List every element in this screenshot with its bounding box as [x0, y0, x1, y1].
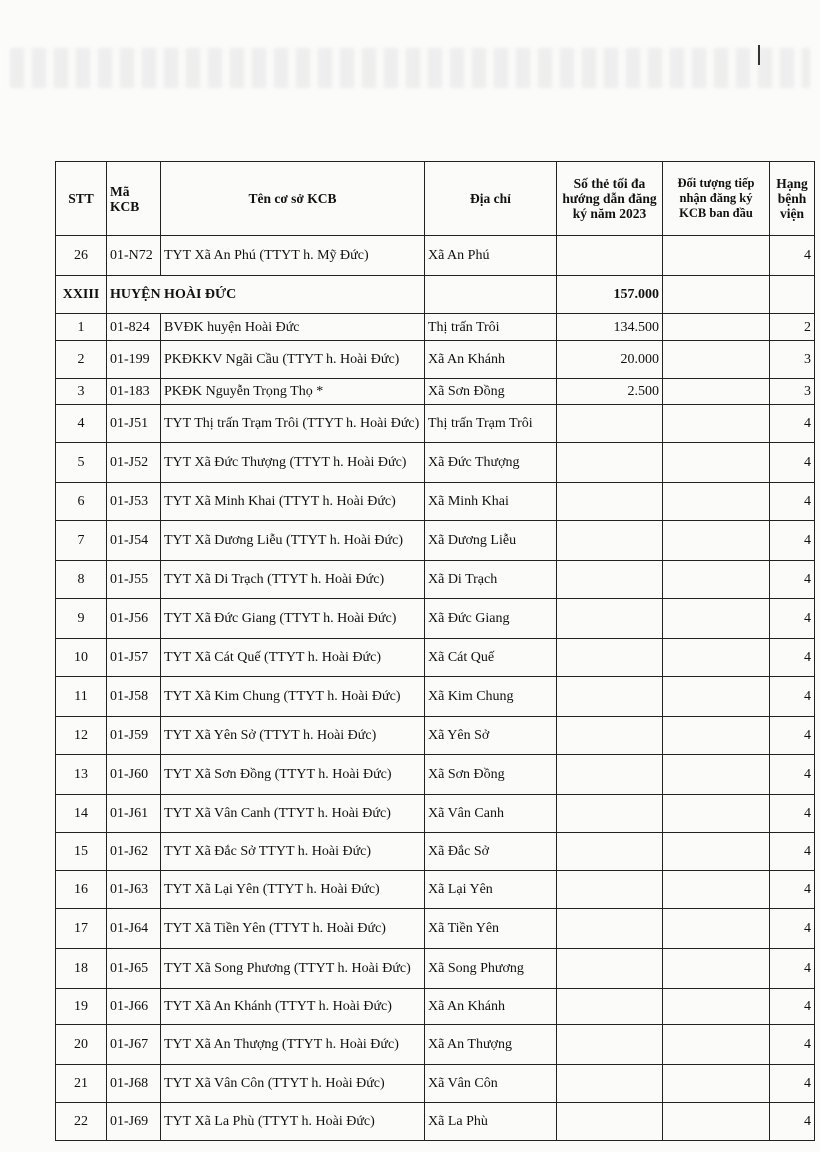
cell-ten-co-so: TYT Xã An Phú (TTYT h. Mỹ Đức) [161, 236, 425, 276]
cell-so-the [557, 599, 663, 639]
header-stt: STT [56, 162, 107, 236]
table-row [56, 443, 815, 483]
cell-hang: 4 [770, 755, 815, 795]
cell-so-the [557, 1065, 663, 1103]
cell-ten-co-so: PKĐK Nguyễn Trọng Thọ * [161, 379, 425, 405]
cell-so-the: 134.500 [557, 314, 663, 341]
cell-ma-kcb: 01-J52 [107, 443, 161, 483]
table-row [56, 717, 815, 755]
cell-hang: 4 [770, 795, 815, 833]
kcb-table [55, 161, 815, 1141]
cell-ma-kcb: 01-J61 [107, 795, 161, 833]
cell-dia-chi: Xã Đắc Sở [425, 833, 557, 871]
cell-so-the [557, 405, 663, 443]
cell-ten-co-so: TYT Xã Minh Khai (TTYT h. Hoài Đức) [161, 483, 425, 521]
cell-so-the [557, 833, 663, 871]
cell-so-the [557, 909, 663, 949]
cell-ma-kcb: 01-J69 [107, 1103, 161, 1141]
table-row [56, 1065, 815, 1103]
cell-ma-kcb: 01-J62 [107, 833, 161, 871]
cell-hang [770, 276, 815, 314]
cell-hang: 4 [770, 1103, 815, 1141]
cell-stt: 21 [56, 1065, 107, 1103]
cell-doi-tuong [663, 949, 770, 989]
cell-hang: 4 [770, 1065, 815, 1103]
cell-ten-co-so: TYT Thị trấn Trạm Trôi (TTYT h. Hoài Đức) [161, 405, 425, 443]
cell-dia-chi: Xã Cát Quế [425, 639, 557, 677]
cell-doi-tuong [663, 599, 770, 639]
cell-so-the [557, 755, 663, 795]
cell-dia-chi: Thị trấn Trạm Trôi [425, 405, 557, 443]
cell-ma-kcb: 01-J68 [107, 1065, 161, 1103]
cell-so-the [557, 483, 663, 521]
cell-ten-co-so: PKĐKKV Ngãi Cầu (TTYT h. Hoài Đức) [161, 341, 425, 379]
cell-ma-kcb: 01-J56 [107, 599, 161, 639]
cell-hang: 4 [770, 483, 815, 521]
cell-ten-co-so: TYT Xã Kim Chung (TTYT h. Hoài Đức) [161, 677, 425, 717]
cell-dia-chi: Xã An Khánh [425, 989, 557, 1025]
cell-hang: 4 [770, 949, 815, 989]
cell-so-the [557, 677, 663, 717]
cell-stt: 3 [56, 379, 107, 405]
cell-stt: 11 [56, 677, 107, 717]
section-total: 157.000 [557, 276, 663, 314]
cell-hang: 2 [770, 314, 815, 341]
cell-stt: 20 [56, 1025, 107, 1065]
table-row [56, 795, 815, 833]
cell-hang: 4 [770, 599, 815, 639]
table-row [56, 833, 815, 871]
cell-hang: 4 [770, 717, 815, 755]
cell-dia-chi: Xã Minh Khai [425, 483, 557, 521]
table-row [56, 379, 815, 405]
cell-ma-kcb: 01-J57 [107, 639, 161, 677]
cell-hang: 4 [770, 1025, 815, 1065]
cell-ma-kcb: 01-J53 [107, 483, 161, 521]
cell-stt: 6 [56, 483, 107, 521]
cell-so-the [557, 236, 663, 276]
section-title: HUYỆN HOÀI ĐỨC [107, 276, 425, 314]
cell-ten-co-so: TYT Xã An Khánh (TTYT h. Hoài Đức) [161, 989, 425, 1025]
cell-stt: 22 [56, 1103, 107, 1141]
cell-so-the [557, 989, 663, 1025]
table-row [56, 909, 815, 949]
cell-doi-tuong [663, 677, 770, 717]
scan-mark [758, 45, 760, 65]
cell-hang: 4 [770, 521, 815, 561]
table-row [56, 949, 815, 989]
cell-hang: 4 [770, 871, 815, 909]
cell-hang: 4 [770, 443, 815, 483]
cell-doi-tuong [663, 405, 770, 443]
section-code: XXIII [56, 276, 107, 314]
cell-ma-kcb: 01-J59 [107, 717, 161, 755]
cell-ten-co-so: TYT Xã Sơn Đồng (TTYT h. Hoài Đức) [161, 755, 425, 795]
cell-hang: 4 [770, 236, 815, 276]
cell-dia-chi: Xã La Phù [425, 1103, 557, 1141]
cell-ten-co-so: BVĐK huyện Hoài Đức [161, 314, 425, 341]
cell-so-the: 20.000 [557, 341, 663, 379]
cell-ten-co-so: TYT Xã Dương Liễu (TTYT h. Hoài Đức) [161, 521, 425, 561]
cell-ma-kcb: 01-183 [107, 379, 161, 405]
table-row [56, 639, 815, 677]
cell-doi-tuong [663, 795, 770, 833]
cell-hang: 3 [770, 341, 815, 379]
cell-dia-chi: Xã Sơn Đồng [425, 755, 557, 795]
cell-dia-chi: Xã Sơn Đồng [425, 379, 557, 405]
header-dia-chi: Địa chỉ [425, 162, 557, 236]
cell-stt: 26 [56, 236, 107, 276]
cell-stt: 8 [56, 561, 107, 599]
section-row [56, 276, 815, 314]
cell-so-the [557, 639, 663, 677]
cell-ma-kcb: 01-J60 [107, 755, 161, 795]
cell-hang: 4 [770, 405, 815, 443]
cell-so-the [557, 795, 663, 833]
cell-stt: 18 [56, 949, 107, 989]
cell-doi-tuong [663, 1065, 770, 1103]
cell-stt: 16 [56, 871, 107, 909]
cell-dia-chi: Thị trấn Trôi [425, 314, 557, 341]
cell-ten-co-so: TYT Xã Di Trạch (TTYT h. Hoài Đức) [161, 561, 425, 599]
header-so-the: Số thẻ tối đa hướng dẫn đăng ký năm 2023 [557, 162, 663, 236]
scan-bleed-through [10, 48, 810, 88]
table-row [56, 236, 815, 276]
cell-stt: 19 [56, 989, 107, 1025]
cell-ma-kcb: 01-J65 [107, 949, 161, 989]
cell-ten-co-so: TYT Xã Cát Quế (TTYT h. Hoài Đức) [161, 639, 425, 677]
cell-stt: 14 [56, 795, 107, 833]
cell-so-the [557, 949, 663, 989]
cell-stt: 15 [56, 833, 107, 871]
cell-so-the [557, 561, 663, 599]
cell-dia-chi: Xã Vân Côn [425, 1065, 557, 1103]
handwritten-page-mark [738, 1135, 798, 1149]
cell-ten-co-so: TYT Xã Tiền Yên (TTYT h. Hoài Đức) [161, 909, 425, 949]
table-row [56, 1103, 815, 1141]
header-ma-kcb: Mã KCB [107, 162, 161, 236]
cell-stt: 7 [56, 521, 107, 561]
cell-dia-chi: Xã An Thượng [425, 1025, 557, 1065]
cell-doi-tuong [663, 443, 770, 483]
cell-dia-chi: Xã Di Trạch [425, 561, 557, 599]
cell-hang: 4 [770, 909, 815, 949]
cell-doi-tuong [663, 717, 770, 755]
table-row [56, 989, 815, 1025]
cell-hang: 4 [770, 677, 815, 717]
table-row [56, 1025, 815, 1065]
cell-so-the [557, 871, 663, 909]
cell-doi-tuong [663, 1025, 770, 1065]
cell-ten-co-so: TYT Xã Vân Côn (TTYT h. Hoài Đức) [161, 1065, 425, 1103]
cell-ma-kcb: 01-N72 [107, 236, 161, 276]
cell-doi-tuong [663, 521, 770, 561]
cell-doi-tuong [663, 276, 770, 314]
cell-doi-tuong [663, 755, 770, 795]
cell-dia-chi: Xã Kim Chung [425, 677, 557, 717]
cell-ma-kcb: 01-J67 [107, 1025, 161, 1065]
cell-doi-tuong [663, 379, 770, 405]
cell-dia-chi: Xã Song Phương [425, 949, 557, 989]
cell-hang: 4 [770, 833, 815, 871]
table-row [56, 483, 815, 521]
header-ten-co-so: Tên cơ sở KCB [161, 162, 425, 236]
cell-ma-kcb: 01-J51 [107, 405, 161, 443]
cell-ma-kcb: 01-J64 [107, 909, 161, 949]
cell-doi-tuong [663, 871, 770, 909]
cell-ma-kcb: 01-J54 [107, 521, 161, 561]
cell-ma-kcb: 01-J58 [107, 677, 161, 717]
cell-dia-chi: Xã Vân Canh [425, 795, 557, 833]
cell-so-the [557, 521, 663, 561]
table-row [56, 599, 815, 639]
cell-ten-co-so: TYT Xã Vân Canh (TTYT h. Hoài Đức) [161, 795, 425, 833]
header-doi-tuong: Đối tượng tiếp nhận đăng ký KCB ban đầu [663, 162, 770, 236]
cell-ma-kcb: 01-199 [107, 341, 161, 379]
cell-dia-chi: Xã An Phú [425, 236, 557, 276]
header-hang-benh-vien: Hạng bệnh viện [770, 162, 815, 236]
cell-ma-kcb: 01-J63 [107, 871, 161, 909]
cell-ten-co-so: TYT Xã La Phù (TTYT h. Hoài Đức) [161, 1103, 425, 1141]
cell-ma-kcb: 01-824 [107, 314, 161, 341]
cell-doi-tuong [663, 909, 770, 949]
cell-dia-chi [425, 276, 557, 314]
table-row [56, 677, 815, 717]
table-row [56, 561, 815, 599]
cell-doi-tuong [663, 561, 770, 599]
cell-hang: 4 [770, 639, 815, 677]
cell-doi-tuong [663, 833, 770, 871]
cell-so-the [557, 1103, 663, 1141]
cell-ma-kcb: 01-J55 [107, 561, 161, 599]
cell-stt: 1 [56, 314, 107, 341]
table-row [56, 871, 815, 909]
cell-doi-tuong [663, 341, 770, 379]
table-row [56, 341, 815, 379]
cell-stt: 2 [56, 341, 107, 379]
cell-dia-chi: Xã Dương Liễu [425, 521, 557, 561]
cell-dia-chi: Xã Yên Sở [425, 717, 557, 755]
cell-ten-co-so: TYT Xã Yên Sở (TTYT h. Hoài Đức) [161, 717, 425, 755]
table-row [56, 755, 815, 795]
cell-doi-tuong [663, 236, 770, 276]
cell-so-the [557, 717, 663, 755]
cell-dia-chi: Xã Đức Giang [425, 599, 557, 639]
cell-dia-chi: Xã An Khánh [425, 341, 557, 379]
cell-stt: 12 [56, 717, 107, 755]
cell-doi-tuong [663, 483, 770, 521]
cell-hang: 3 [770, 379, 815, 405]
cell-ten-co-so: TYT Xã An Thượng (TTYT h. Hoài Đức) [161, 1025, 425, 1065]
cell-ma-kcb: 01-J66 [107, 989, 161, 1025]
cell-ten-co-so: TYT Xã Đắc Sở TTYT h. Hoài Đức) [161, 833, 425, 871]
table-row [56, 314, 815, 341]
cell-hang: 4 [770, 561, 815, 599]
cell-dia-chi: Xã Đức Thượng [425, 443, 557, 483]
cell-hang: 4 [770, 989, 815, 1025]
table-header-row [56, 162, 815, 236]
cell-ten-co-so: TYT Xã Lại Yên (TTYT h. Hoài Đức) [161, 871, 425, 909]
cell-doi-tuong [663, 639, 770, 677]
cell-stt: 4 [56, 405, 107, 443]
cell-so-the [557, 1025, 663, 1065]
table-row [56, 405, 815, 443]
cell-stt: 9 [56, 599, 107, 639]
cell-stt: 5 [56, 443, 107, 483]
cell-so-the [557, 443, 663, 483]
cell-stt: 13 [56, 755, 107, 795]
cell-so-the: 2.500 [557, 379, 663, 405]
cell-doi-tuong [663, 314, 770, 341]
cell-dia-chi: Xã Tiền Yên [425, 909, 557, 949]
cell-stt: 10 [56, 639, 107, 677]
cell-ten-co-so: TYT Xã Song Phương (TTYT h. Hoài Đức) [161, 949, 425, 989]
cell-ten-co-so: TYT Xã Đức Thượng (TTYT h. Hoài Đức) [161, 443, 425, 483]
table-row [56, 521, 815, 561]
cell-ten-co-so: TYT Xã Đức Giang (TTYT h. Hoài Đức) [161, 599, 425, 639]
cell-stt: 17 [56, 909, 107, 949]
cell-dia-chi: Xã Lại Yên [425, 871, 557, 909]
cell-doi-tuong [663, 989, 770, 1025]
